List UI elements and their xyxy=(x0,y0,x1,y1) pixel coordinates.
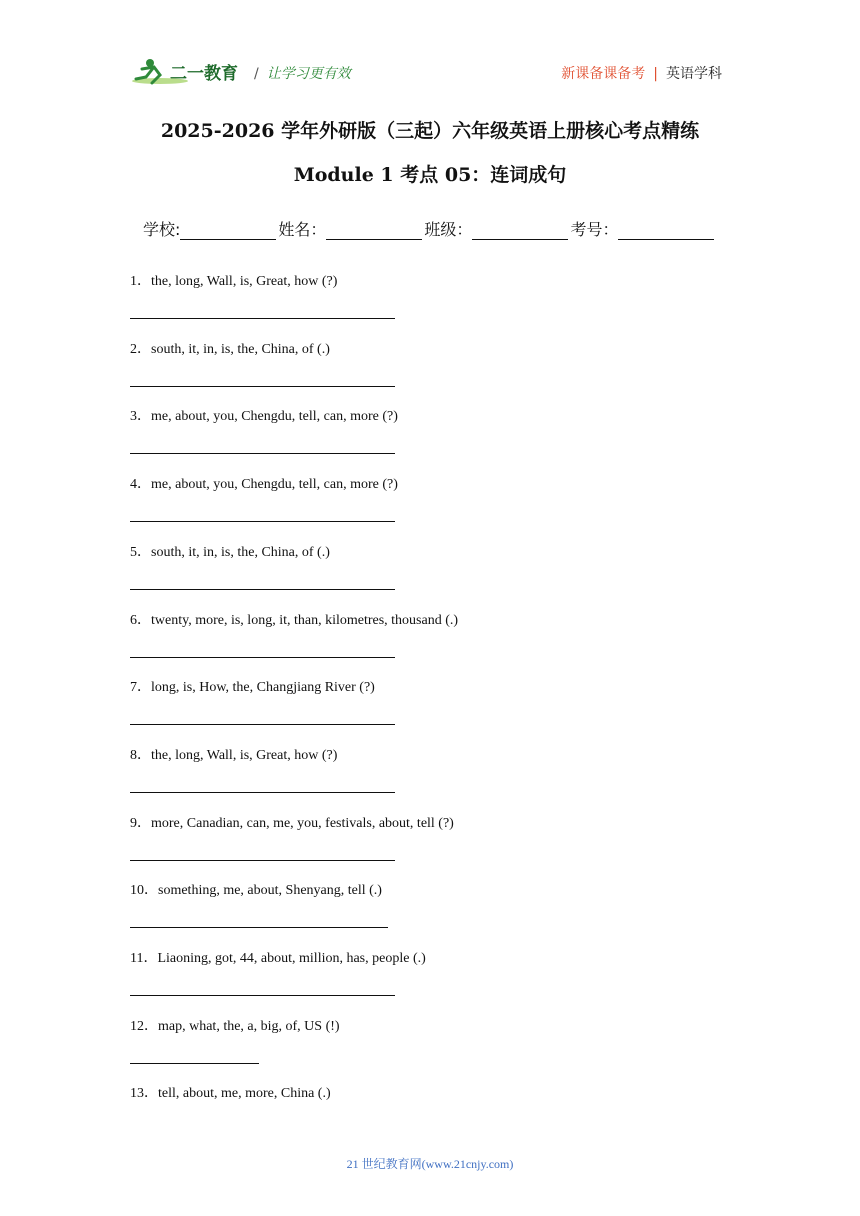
question-number: 11． xyxy=(130,951,158,966)
question-number: 1． xyxy=(130,274,151,289)
question-text: south, it, in, is, the, China, of (.) xyxy=(151,341,330,357)
question-1 xyxy=(130,270,337,290)
student-info-line xyxy=(143,217,716,240)
school-field[interactable] xyxy=(180,223,276,240)
question-8 xyxy=(130,744,337,764)
svg-text:二一教育: 二一教育 xyxy=(170,64,238,84)
question-text: long, is, How, the, Changjiang River (?) xyxy=(151,680,375,696)
question-text: Liaoning, got, 44, about, million, has, people (.) xyxy=(157,951,426,966)
question-number: 3． xyxy=(130,409,151,425)
header-tagline: 新课备课备考 xyxy=(561,66,646,82)
page-header xyxy=(130,55,730,89)
page-subtitle: Module 1 考点 05：连词成句 xyxy=(293,164,567,186)
question-number: 7． xyxy=(130,680,151,696)
answer-line[interactable] xyxy=(130,521,395,522)
question-number: 6． xyxy=(130,612,151,628)
question-12 xyxy=(130,1015,340,1035)
answer-line[interactable] xyxy=(130,724,395,725)
header-subject: 英语学科 xyxy=(666,66,722,82)
answer-line[interactable] xyxy=(130,453,395,454)
question-text: the, long, Wall, is, Great, how (?) xyxy=(151,747,338,763)
question-text: me, about, you, Chengdu, tell, can, more (?) xyxy=(151,409,398,425)
question-3 xyxy=(130,405,398,425)
question-10 xyxy=(130,879,382,899)
class-label: 班级： xyxy=(424,220,473,239)
question-2 xyxy=(130,338,330,358)
answer-line[interactable] xyxy=(130,995,395,996)
number-field[interactable] xyxy=(618,223,714,240)
question-6 xyxy=(130,609,458,629)
answer-line[interactable] xyxy=(130,657,395,658)
question-number: 5． xyxy=(130,544,151,560)
answer-line[interactable] xyxy=(130,589,395,590)
question-text: map, what, the, a, big, of, US (!) xyxy=(158,1018,340,1034)
question-text: me, about, you, Chengdu, tell, can, more (?) xyxy=(151,477,398,493)
question-number: 2． xyxy=(130,341,151,357)
question-text: the, long, Wall, is, Great, how (?) xyxy=(151,274,338,289)
answer-line[interactable] xyxy=(130,386,395,387)
question-text: south, it, in, is, the, China, of (.) xyxy=(151,544,330,560)
logo-icon xyxy=(130,55,242,89)
question-number: 12． xyxy=(130,1018,158,1034)
name-label: 姓名： xyxy=(278,220,327,239)
question-number: 8． xyxy=(130,747,151,763)
question-number: 13． xyxy=(130,1086,158,1102)
footer-source: 21 世纪教育网(www.21cnjy.com) xyxy=(346,1157,514,1171)
question-number: 10． xyxy=(130,883,158,899)
question-text: tell, about, me, more, China (.) xyxy=(158,1086,331,1102)
answer-line[interactable] xyxy=(130,1063,259,1064)
question-text: more, Canadian, can, me, you, festivals, about, tell (?) xyxy=(151,815,454,831)
answer-line[interactable] xyxy=(130,860,395,861)
class-field[interactable] xyxy=(472,223,568,240)
question-5 xyxy=(130,541,330,561)
question-number: 9． xyxy=(130,815,151,831)
number-label: 考号： xyxy=(570,220,619,239)
slogan: / 让学习更有效 xyxy=(254,66,351,82)
question-text: twenty, more, is, long, it, than, kilometres, thousand (.) xyxy=(151,612,459,628)
school-label: 学校: xyxy=(143,220,181,239)
question-9 xyxy=(130,812,454,832)
question-7 xyxy=(130,676,375,696)
answer-line[interactable] xyxy=(130,927,388,928)
name-field[interactable] xyxy=(326,223,422,240)
question-13 xyxy=(130,1082,331,1102)
answer-line[interactable] xyxy=(130,792,395,793)
header-right: 新课备课备考 | 英语学科 xyxy=(561,66,722,82)
question-text: something, me, about, Shenyang, tell (.) xyxy=(158,883,382,899)
question-4 xyxy=(130,473,398,493)
answer-line[interactable] xyxy=(130,318,395,319)
page-title: 2025-2026 学年外研版（三起）六年级英语上册核心考点精练 xyxy=(160,120,700,142)
question-number: 4． xyxy=(130,477,151,493)
question-11 xyxy=(130,947,426,967)
